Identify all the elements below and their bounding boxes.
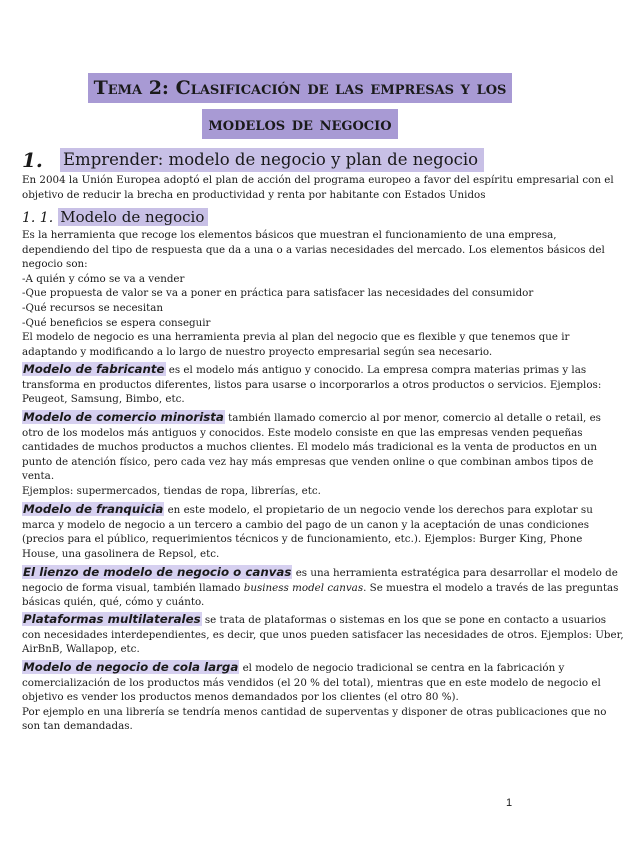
text-line: El modelo de negocio es una herramienta previa al plan del negocio que es flexible y que tenemos que ir [22, 331, 570, 344]
text-line: objetivo es vender los productos menos demandados por los clientes (el otro 80 %). [22, 691, 459, 704]
text-line: comercialización de los productos más vendidos (el 20 % del total), mientras que en este modelo de negocio el [22, 676, 601, 689]
text-line: con necesidades interdependientes, es decir, que unos pueden satisfacer las necesidades de otros. Ejemplos: Uber, [22, 628, 624, 641]
section-1-1-heading [22, 207, 208, 227]
text-line: cantidades de muchos productos a muchos clientes. El modelo más tradicional es la venta de productos en un [22, 441, 598, 454]
page-title-line-1: Tema 2: Clasificación de las empresas y los [88, 73, 513, 103]
term-fabricante: Modelo de fabricante [23, 362, 165, 376]
text-line: son tan demandadas. [22, 720, 133, 733]
model-franquicia [22, 502, 593, 561]
text-span: es una herramienta estratégica para desarrollar el modelo de [292, 567, 618, 579]
list-item: -Qué recursos se necesitan [22, 301, 164, 314]
text-line: transforma en productos diferentes, listos para usarse o incorporarlos a otros productos o servicios. Ejemplos: [22, 378, 602, 391]
text-line: otro de los modelos más antiguos y conocidos. Este modelo consiste en que las empresas venden pequeñas [22, 426, 583, 439]
text-line: House, una gasolinera de Repsol, etc. [22, 547, 220, 560]
text-line: negocio son: [22, 258, 88, 271]
text-line: objetivo de reducir la brecha en productividad y renta por habitante con Estados Unidos [22, 188, 486, 201]
model-cola-larga [22, 660, 607, 734]
title-line-1-wrap [20, 73, 580, 103]
text-span: negocio de forma visual, también llamado [22, 581, 244, 594]
text-line: básicas quién, qué, cómo y cuánto. [22, 596, 205, 609]
text-span: se trata de plataformas o sistemas en los que se pone en contacto a usuarios [201, 614, 607, 626]
text-span: es el modelo más antiguo y conocido. La empresa compra materias primas y las [165, 364, 587, 376]
section-1-1-title: Modelo de negocio [58, 208, 208, 226]
emphasis-business-model-canvas: business model canvas [243, 581, 364, 594]
text-line: venta. [22, 470, 55, 483]
text-span: también llamado comercio al por menor, comercio al detalle o retail, es [224, 412, 601, 424]
section-1-title: Emprender: modelo de negocio y plan de negocio [60, 148, 484, 172]
list-item: -Que propuesta de valor se va a poner en práctica para satisfacer las necesidades del consumidor [22, 287, 534, 300]
term-franquicia: Modelo de franquicia [23, 502, 164, 516]
title-line-2-wrap [20, 109, 580, 139]
text-line: adaptando y modificando a lo largo de nuestro proyecto empresarial según sea necesario. [22, 345, 493, 358]
text-line: dependiendo del tipo de respuesta que da a una o a varias necesidades del mercado. Los elementos básicos del [22, 243, 605, 256]
text-line: Ejemplos: supermercados, tiendas de ropa, librerías, etc. [22, 484, 321, 497]
text-line: Peugeot, Samsung, Bimbo, etc. [22, 393, 185, 406]
section-1-1-body [22, 228, 605, 359]
text-line: (precios para el público, requerimientos técnicos y de funcionamiento, etc.). Ejemplos: Burger King, Phone [22, 533, 583, 546]
text-span: en este modelo, el propietario de un negocio vende los derechos para explotar su [164, 504, 593, 516]
list-item: -Qué beneficios se espera conseguir [22, 316, 211, 329]
section-1-intro [22, 173, 614, 202]
text-line: marca y modelo de negocio a un tercero a cambio del pago de un canon y la aceptación de unas condiciones [22, 518, 589, 531]
model-fabricante [22, 362, 602, 407]
model-multilaterales [22, 612, 624, 657]
page-number: 1 [506, 797, 513, 809]
term-canvas: El lienzo de modelo de negocio o canvas [23, 565, 292, 579]
section-1-heading [22, 148, 582, 172]
text-line: En 2004 la Unión Europea adoptó el plan de acción del programa europeo a favor del espíritu empresarial con el [22, 174, 614, 186]
model-minorista [22, 410, 601, 499]
model-canvas [22, 565, 619, 610]
text-line: AirBnB, Wallapop, etc. [22, 643, 140, 656]
list-item: -A quién y cómo se va a vender [22, 272, 185, 285]
section-1-number: 1. [22, 148, 43, 172]
text-span: . Se muestra el modelo a través de las preguntas [363, 581, 619, 594]
text-line: Por ejemplo en una librería se tendría menos cantidad de superventas y disponer de otras publicaciones que no [22, 705, 607, 718]
page-title-line-2: modelos de negocio [202, 109, 397, 139]
term-multilaterales: Plataformas multilaterales [23, 612, 201, 626]
term-minorista: Modelo de comercio minorista [23, 410, 224, 424]
text-span: el modelo de negocio tradicional se centra en la fabricación y [239, 662, 565, 674]
section-1-1-number: 1. 1. [22, 210, 54, 226]
term-cola-larga: Modelo de negocio de cola larga [23, 660, 239, 674]
text-line: Es la herramienta que recoge los elementos básicos que muestran el funcionamiento de una empresa, [22, 229, 557, 241]
text-line: punto de atención físico, pero cada vez hay más empresas que venden online o que combinan ambos tipos de [22, 455, 594, 468]
